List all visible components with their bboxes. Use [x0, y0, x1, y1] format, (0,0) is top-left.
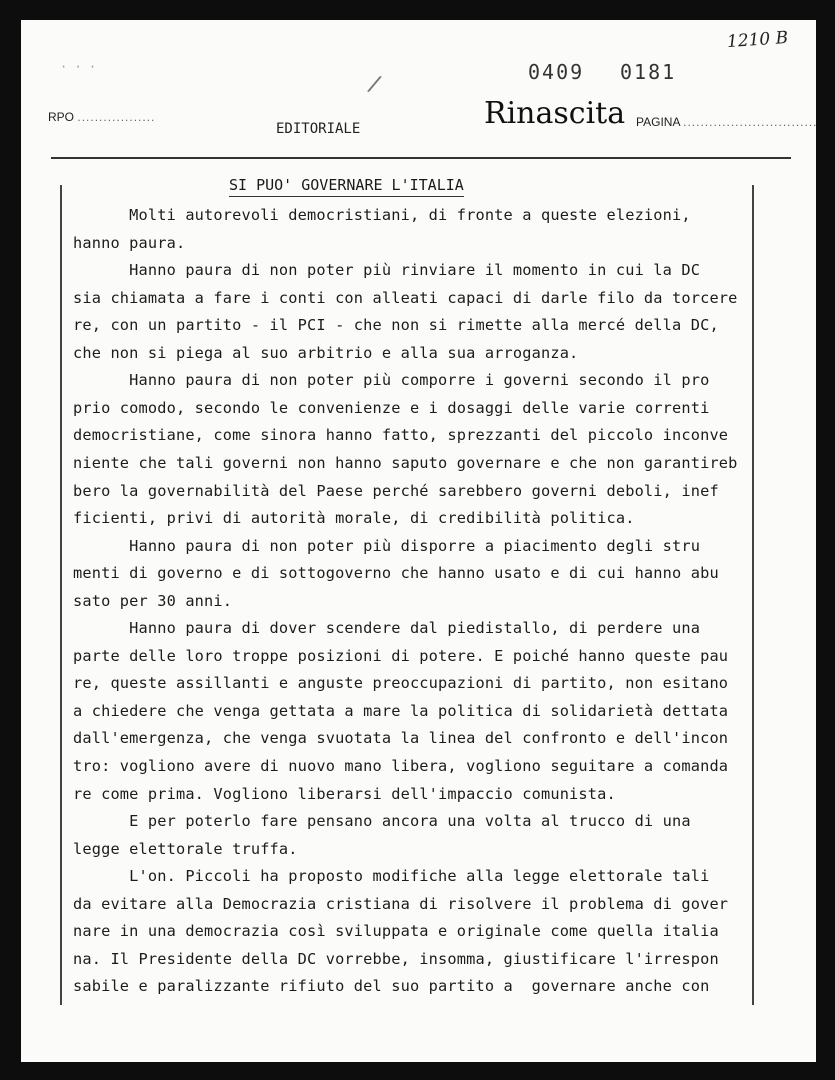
article-line: L'on. Piccoli ha proposto modifiche alla legge elettorale tali [73, 867, 710, 885]
article-line: prio comodo, secondo le convenienze e i dosaggi delle varie correnti [73, 399, 710, 417]
article-line: ficienti, privi di autorità morale, di credibilità politica. [73, 509, 635, 527]
article-line: re, con un partito - il PCI - che non si rimette alla mercé della DC, [73, 316, 719, 334]
article-line: Hanno paura di non poter più comporre i governi secondo il pro [73, 371, 710, 389]
article-line: na. Il Presidente della DC vorrebbe, insomma, giustificare l'irrespon [73, 950, 719, 968]
document-number-1: 0409 [528, 60, 585, 84]
document-number-2: 0181 [620, 60, 677, 84]
article-line: E per poterlo fare pensano ancora una volta al trucco di una [73, 812, 691, 830]
article-line: dall'emergenza, che venga svuotata la linea del confronto e dell'incon [73, 729, 729, 747]
left-field [48, 110, 155, 124]
article-line: Hanno paura di non poter più disporre a piacimento degli stru [73, 537, 701, 555]
section-label: EDITORIALE [276, 121, 361, 137]
article-line: Hanno paura di dover scendere dal piedistallo, di perdere una [73, 619, 701, 637]
article-line: a chiedere che venga gettata a mare la politica di solidarietà dettata [73, 702, 729, 720]
article-line: re, queste assillanti e anguste preoccupazioni di partito, non esitano [73, 674, 729, 692]
page-field [636, 115, 818, 129]
handwritten-reference: 1210 B [726, 27, 789, 53]
scan-speck: · · · [60, 60, 97, 74]
header-rule [51, 157, 791, 159]
article-line: sato per 30 anni. [73, 592, 233, 610]
left-margin-rule [60, 185, 62, 1005]
right-margin-rule [752, 185, 754, 1005]
article-line: democristiane, come sinora hanno fatto, sprezzanti del piccolo inconve [73, 426, 729, 444]
article-line: parte delle loro troppe posizioni di potere. E poiché hanno queste pau [73, 647, 729, 665]
left-field-dots: .................. [77, 110, 156, 124]
article-line: Hanno paura di non poter più rinviare il momento in cui la DC [73, 261, 701, 279]
article-line: Molti autorevoli democristiani, di fronte a queste elezioni, [73, 206, 691, 224]
article-line: hanno paura. [73, 234, 186, 252]
article-line: sabile e paralizzante rifiuto del suo partito a governare anche con [73, 977, 710, 995]
article-line: nare in una democrazia così sviluppata e originale come quella italia [73, 922, 719, 940]
article-line: da evitare alla Democrazia cristiana di risolvere il problema di gover [73, 895, 729, 913]
page-field-label: PAGINA [636, 115, 680, 129]
article-line: legge elettorale truffa. [73, 840, 298, 858]
article-title: SI PUO' GOVERNARE L'ITALIA [229, 176, 464, 197]
article-line: che non si piega al suo arbitrio e alla sua arroganza. [73, 344, 579, 362]
masthead: Rinascita [484, 96, 626, 131]
article-line: niente che tali governi non hanno saputo governare e che non garantireb [73, 454, 738, 472]
page-field-dots: ............................... [683, 115, 818, 129]
article-line: re come prima. Vogliono liberarsi dell'impaccio comunista. [73, 785, 616, 803]
article-line: bero la governabilità del Paese perché sarebbero governi deboli, inef [73, 482, 719, 500]
left-field-label: RPO [48, 110, 75, 124]
scan-mark: / [364, 70, 385, 99]
article-line: tro: vogliono avere di nuovo mano libera, vogliono seguitare a comanda [73, 757, 729, 775]
article-line: sia chiamata a fare i conti con alleati capaci di darle filo da torcere [73, 289, 738, 307]
article-line: menti di governo e di sottogoverno che hanno usato e di cui hanno abu [73, 564, 719, 582]
